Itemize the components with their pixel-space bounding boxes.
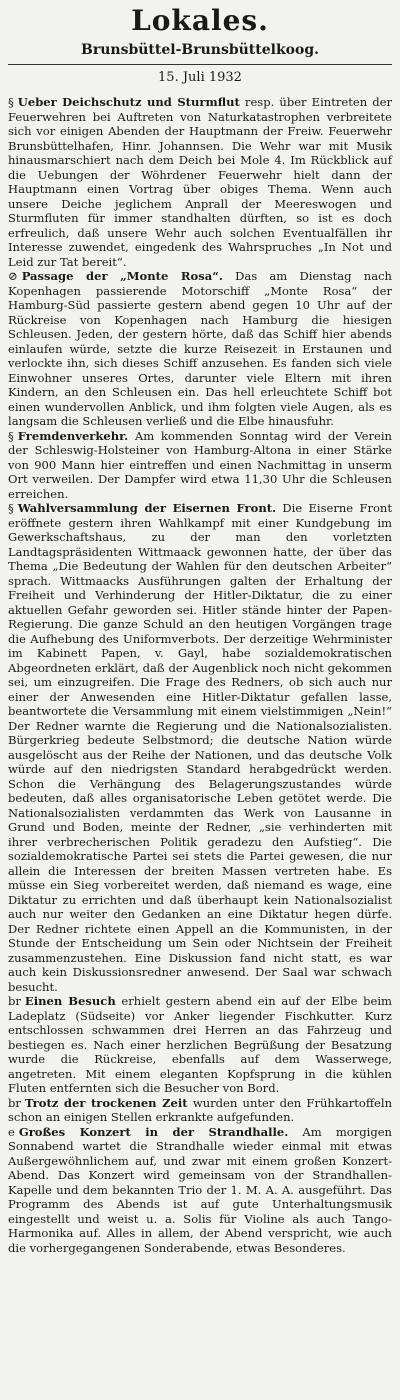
paragraph-mark: ⊘ xyxy=(8,269,18,283)
paragraph-mark: e xyxy=(8,1124,15,1139)
paragraph-mark: br xyxy=(8,1095,21,1110)
article-headline: Fremdenverkehr. xyxy=(17,428,129,443)
divider xyxy=(8,64,392,65)
article-headline: Großes Konzert in der Strandhalle. xyxy=(18,1124,289,1139)
dateline: Brunsbüttel-Brunsbüttelkoog. xyxy=(81,42,319,58)
article-body: wurden unter den Frühkartoffeln schon an einigen Stellen erkrankte aufgefunden. xyxy=(8,1095,392,1124)
article-body: Das am Dienstag nach Kopenhagen passierende Motorschiff „Monte Rosa“ der Hamburg-Süd passierte gestern abend gegen 10 Uhr auf der Rückreise von Kopenhagen nach Hamburg die hiesigen Schleusen. Jeden, der gestern hörte, daß das Schiff hier abends einlaufen würde, setzte die kurze Reisezeit in Erstaunen und verlockte ihn, sich dieses Schiff anzusehen. Es fanden sich viele Einwohner unseres Ortes, darunter viele Eltern mit ihren Kindern, an den Schleusen ein. Das hell erleuchtete Schiff bot einen wundervollen Anblick, und ihm folgten viele Augen, als es langsam die Schleusen verließ und die Elbe hinausfuhr. xyxy=(8,269,392,428)
article-konzert xyxy=(8,1125,392,1256)
article-headline: Einen Besuch xyxy=(24,994,116,1008)
article-deichschutz xyxy=(8,95,392,269)
paragraph-mark: § xyxy=(8,428,14,443)
issue-date: 15. Juli 1932 xyxy=(158,70,242,85)
article-body: Am morgigen Sonnabend wartet die Strandhalle wieder einmal mit etwas Außergewöhnlichem auf, und zwar mit einem großen Konzert-Abend. Das Konzert wird gemeinsam von der Strandhallen-Kapelle und dem bekannten Trio der 1. M. A. A. ausgeführt. Das Programm des Abends ist auf gute Unterhaltungsmusik eingestellt und weist u. a. Solis für Violine als auch Tango-Harmonika auf. Alles in allem, der Abend verspricht, wie auch die vorhergegangenen Sonderabende, etwas Besonderes. xyxy=(8,1124,392,1255)
article-trockene-zeit xyxy=(8,1096,392,1125)
article-body: resp. über Eintreten der Feuerwehren bei Auftreten von Naturkatastrophen verbreitete sich vor einigen Abenden der Hauptmann der Freiw. Feuerwehr Brunsbüttelhafen, Hinr. Johannsen. Die Wehr war mit Musik hinausmarschiert nach dem Deich bei Mole 4. Im Rückblick auf die Uebungen der Wöhrdener Feuerwehr hielt dann der Hauptmann einen Vortrag über obiges Thema. Wenn auch unsere Deiche jeglichem Anprall der Meereswogen und Sturmfluten für immer standhalten dürften, so ist es doch erfreulich, daß unsere Wehr auch solchen Eventualfällen ihr Interesse zuwendet, eingedenk des Wahrspruches „In Not und Leid zur Tat bereit“. xyxy=(8,95,392,269)
paragraph-mark: § xyxy=(8,501,14,515)
article-headline: Ueber Deichschutz und Sturmflut xyxy=(17,95,240,109)
paragraph-mark: br xyxy=(8,994,21,1008)
article-headline: Trotz der trockenen Zeit xyxy=(24,1095,188,1110)
article-besuch xyxy=(8,994,392,1096)
article-fremdenverkehr xyxy=(8,429,392,502)
article-headline: Wahlversammlung der Eisernen Front. xyxy=(17,501,277,515)
section-title: Lokales. xyxy=(131,4,269,37)
article-body: Die Eiserne Front eröffnete gestern ihren Wahlkampf mit einer Kundgebung im Gewerkschaftshaus, zu der man den vorletzten Landtagspräsidenten Wittmaack gewonnen hatte, der über das Thema „Die Bedeutung der Wahlen für den deutschen Arbeiter“ sprach. Wittmaacks Ausführungen galten der Erhaltung der Freiheit und Verhinderung der Hitler-Diktatur, die zu einer aktuellen Gefahr geworden sei. Hitler stände hinter der Papen-Regierung. Die ganze Schuld an den heutigen Vorgängen trage die Aufhebung des Uniformverbots. Der derzeitige Wehrminister im Kabinett Papen, v. Gayl, habe sozialdemokratischen Abgeordneten erklärt, daß der Augenblick noch nicht gekommen sei, um einzugreifen. Die Frage des Redners, ob sich auch nur einer der Anwesenden eine Hitler-Diktatur gefallen lasse, beantwortete die Versammlung mit einem vielstimmigen „Nein!“ Der Redner warnte die Regierung und die Nationalsozialisten. Bürgerkrieg bedeute Selbstmord; die deutsche Nation würde ausgelöscht aus der Reihe der Nationen, und das deutsche Volk würde auf den niedrigsten Standard herabgedrückt werden. Schon die Verhängung des Belagerungszustandes würde bedeuten, daß alles organisatorische Leben getötet werde. Die Nationalsozialisten verdammten das Werk von Lausanne in Grund und Boden, meinte der Redner, „sie verhinderten mit ihrer verbrecherischen Politik geradezu den Aufstieg“. Die sozialdemokratische Partei sei stets die Partei gewesen, die nur allein die Interessen der breiten Massen vertreten habe. Es müsse ein Sieg vorbereitet werden, daß niemand es wage, eine Diktatur zu errichten und daß überhaupt kein Nationalsozialist auch nur weiter den Gedanken an eine Diktatur hegen dürfe. Der Redner richtete einen Appell an die Kommunisten, in der Stunde der Entscheidung um Sein oder Nichtsein der Freiheit zusammenzustehen. Eine Diskussion fand nicht statt, es war auch kein Diskussionsredner anwesend. Der Saal war schwach besucht. xyxy=(8,501,393,994)
article-body: Am kommenden Sonntag wird der Verein der Schleswig-Holsteiner von Hamburg-Altona in einer Stärke von 900 Mann hier eintreffen und einen Nachmittag in unserm Ort verweilen. Der Dampfer wird etwa 11,30 Uhr die Schleusen erreichen. xyxy=(8,428,392,501)
article-headline: Passage der „Monte Rosa“. xyxy=(21,269,223,283)
article-body: erhielt gestern abend ein auf der Elbe beim Ladeplatz (Südseite) vor Anker liegender Fischkutter. Kurz entschlossen schwammen drei Herren an das Fahrzeug und bestiegen es. Nach einer herzlichen Begrüßung der Besatzung wurde die Rückreise, ebenfalls auf dem Wasserwege, angetreten. Mit einem eleganten Kopfsprung in die kühlen Fluten entfernten sich die Besucher von Bord. xyxy=(8,994,392,1095)
article-wahlversammlung xyxy=(8,501,392,994)
article-monte-rosa xyxy=(8,269,392,429)
paragraph-mark: § xyxy=(8,95,14,109)
